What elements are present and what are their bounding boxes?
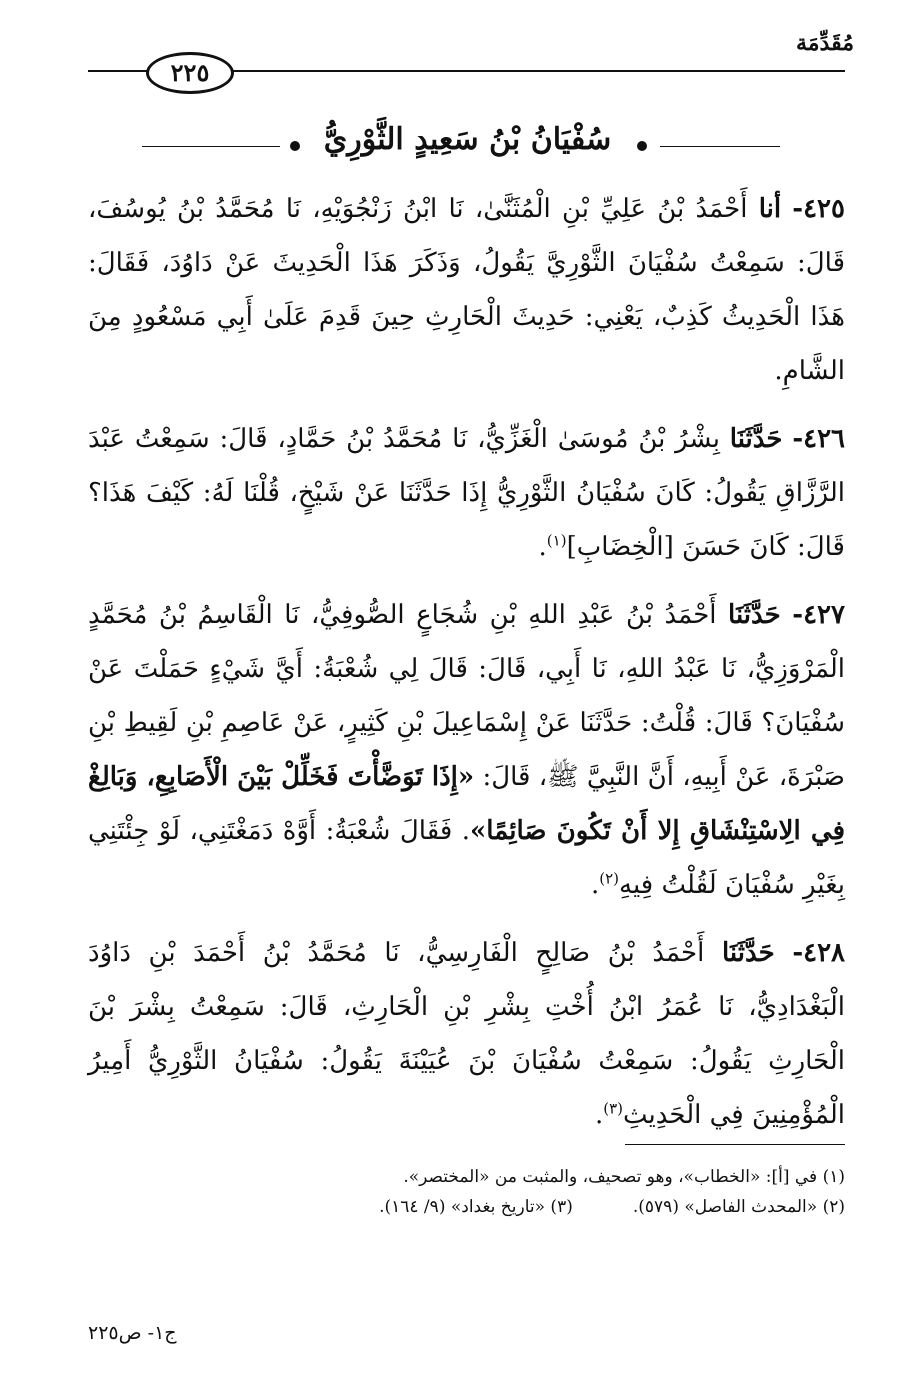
hadith-number: ٤٢٧- [792,600,845,630]
hadith-number: ٤٢٥- [792,194,845,224]
page-number: ٢٢٥ [146,52,234,94]
hadith-end: . [590,870,600,900]
hadith-text: أَحْمَدُ بْنُ عَبْدِ اللهِ بْنِ شُجَاعٍ الصُّوفِيُّ، نَا الْقَاسِمُ بْنُ مُحَمَّدٍ الْمَرْوَزِيُّ، نَا عَبْدُ اللهِ، نَا أَبِي، قَالَ: قَالَ لِي شُعْبَةُ: أَيَّ شَيْءٍ حَمَلْتَ عَنْ سُفْيَانَ؟ قَالَ: قُلْتُ: حَدَّثَنَا عَنْ إِسْمَاعِيلَ بْنِ كَثِيرٍ، عَنْ عَاصِمِ بْنِ لَقِيطِ بْنِ صَبْرَةَ، عَنْ أَبِيهِ، أَنَّ النَّبِيَّ ﷺ، قَالَ: [88,600,846,792]
prophetic-quote: «إِذَا تَوَضَّأْتَ فَخَلِّلْ بَيْنَ الْأَصَابِعِ، وَبَالِغْ فِي الِاسْتِنْشَاقِ إِلا أَنْ تَكُونَ صَائِمًا» [88,762,845,846]
footnote-3: (٣) «تاريخ بغداد» (٩/ ١٦٤). [379,1197,573,1217]
hadith-number: ٤٢٦- [792,424,846,454]
title-rule-right [660,146,780,147]
hadith-end: . [538,532,547,562]
hadith-text: أَحْمَدُ بْنُ صَالِحٍ الْفَارِسِيُّ، نَا مُحَمَّدُ بْنُ أَحْمَدَ بْنِ دَاوُدَ الْبَغْدَادِيُّ، نَا عُمَرُ ابْنُ أُخْتِ بِشْرِ بْنِ الْحَارِثِ، قَالَ: سَمِعْتُ بِشْرَ بْنَ الْحَارِثِ يَقُولُ: سَمِعْتُ سُفْيَانَ بْنَ عُيَيْنَةَ يَقُولُ: سُفْيَانُ الثَّوْرِيُّ أَمِيرُ الْمُؤْمِنِينَ فِي الْحَدِيثِ [88,938,845,1130]
footnote-2: (٢) «المحدث الفاصل» (٥٧٩). [632,1197,845,1217]
hadith-text: أَحْمَدُ بْنُ عَلِيِّ بْنِ الْمُثَنَّىٰ، نَا ابْنُ زَنْجُوَيْهِ، نَا مُحَمَّدُ بْنُ يُوسُفَ، قَالَ: سَمِعْتُ سُفْيَانَ الثَّوْرِيَّ يَقُولُ، وَذَكَرَ هَذَا الْحَدِيثَ عَنْ دَاوُدَ، فَقَالَ: هَذَا الْحَدِيثُ كَذِبٌ، يَعْنِي: حَدِيثَ الْحَارِثِ حِينَ قَدِمَ عَلَىٰ أَبِي مَسْعُودٍ مِنَ الشَّامِ. [88,194,845,386]
hadith-lead: أنا [758,194,782,224]
footnotes [88,1162,845,1222]
footnote-1: (١) في [أ]: «الخطاب»، وهو تصحيف، والمثبت من «المختصر». [403,1167,845,1187]
hadith-end: . [594,1100,604,1130]
hadith-lead: حَدَّثَنَا [729,424,783,454]
section-title: سُفْيَانُ بْنُ سَعِيدٍ الثَّوْرِيُّ [323,122,612,157]
volume-page-reference: ج١- ص٢٢٥ [88,1322,177,1344]
main-text [88,182,845,1156]
footnote-ref: (٣) [603,1099,623,1118]
hadith-428 [88,926,845,1142]
hadith-text: بِشْرُ بْنُ مُوسَىٰ الْغَزِّيُّ، نَا مُحَمَّدُ بْنُ حَمَّادٍ، قَالَ: سَمِعْتُ عَبْدَ الرَّزَّاقِ يَقُولُ: كَانَ سُفْيَانُ الثَّوْرِيُّ إِذَا حَدَّثَنَا عَنْ شَيْخٍ، قُلْنَا لَهُ: كَيْفَ هَذَا؟ قَالَ: كَانَ حَسَنَ [الْخِضَابِ] [88,424,845,562]
hadith-lead: حَدَّثَنَا [721,938,775,968]
hadith-425 [88,182,845,398]
footnote-ref: (٢) [599,869,619,888]
title-rule-left [142,146,280,147]
running-head: مُقَدِّمَة [795,30,854,56]
hadith-text-after: . فَقَالَ شُعْبَةُ: أَوَّهْ دَمَغْتَنِي، لَوْ جِئْتَنِي بِغَيْرِ سُفْيَانَ لَقُلْتُ فِيهِ [88,816,845,900]
footnote-row-2 [88,1192,845,1222]
title-dot-left [290,141,300,151]
footnote-rule [625,1144,845,1145]
hadith-426 [88,412,845,574]
hadith-427 [88,588,845,912]
hadith-lead: حَدَّثَنَا [728,600,781,630]
hadith-number: ٤٢٨- [792,938,846,968]
title-dot-right [637,141,647,151]
footnote-ref: (١) [546,531,567,550]
